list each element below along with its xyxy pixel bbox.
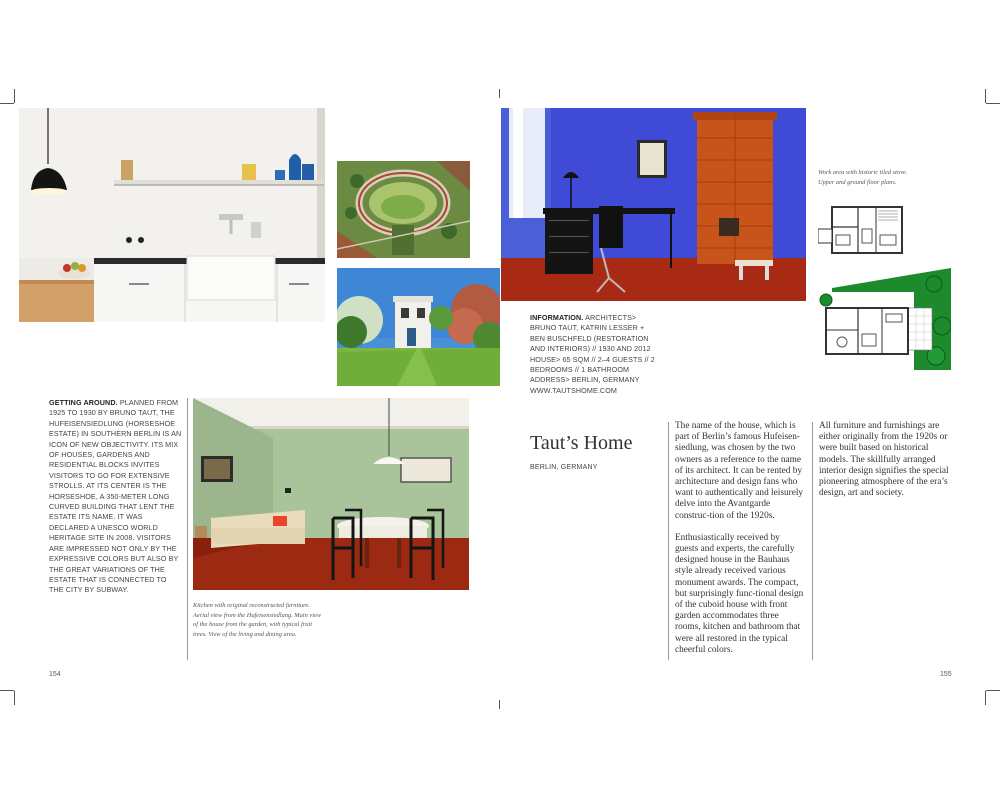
- getting-around-text: PLANNED FROM 1925 TO 1930 BY BRUNO TAUT, THE HUFEISENSIEDLUNG (HORSESHOE ESTATE) IN SOUTHERN BERLIN IS AN ICON OF NEW OBJECTIVITY. ITS MIX OF HOUSES, GARDENS AND RESIDENTIAL BLOCKS INVITES VISITORS TO GO FOR EXTENSIVE STROLLS. AT ITS CENTER IS THE HORSESHOE, A 350-METER LONG CURVED BUILDING THAT LENT THE ESTATE ITS NAME. IT WAS DECLARED A UNESCO WORLD HERITAGE SITE IN 2008. VISITORS ARE IMPRESSED NOT ONLY BY THE EXPRESSIVE COLORS BUT ALSO BY THE GREAT VARIATIONS OF THE ESTATE THAT IS CONNECTED TO THE CITY BY SUBWAY.: [49, 398, 182, 595]
- crop-mark: [985, 89, 986, 103]
- living-room-photo: [193, 398, 469, 590]
- body-paragraph: The name of the house, which is part of Berlin’s famous Hufeisen-siedlung, was chosen by the two owners as a reference to the name of its architect. It can be rented by architecture and design fans who want to authentically and leisurely delve into the Avantgarde construc-tion of the 1920s.: [675, 421, 804, 521]
- column-rule: [812, 422, 813, 660]
- plan-caption: Work area with historic tiled stove. Upper and ground floor plans.: [818, 169, 908, 186]
- upper-floor-plan: [818, 205, 908, 257]
- getting-around-heading: GETTING AROUND.: [49, 398, 118, 407]
- aerial-photo: [337, 161, 470, 258]
- spine-mark: [499, 700, 500, 709]
- body-paragraph: All furniture and furnishings are either originally from the 1920s or were built based on historical models. The skillfully arranged interior design signifies the special pioneering atmosphere of the era’s design, art and society.: [819, 421, 949, 499]
- crop-mark: [0, 690, 14, 691]
- crop-mark: [14, 89, 15, 103]
- page-number-left: 154: [49, 671, 61, 678]
- column-rule: [187, 398, 188, 660]
- work-area-photo: [501, 108, 806, 301]
- garden-house-photo: [337, 268, 500, 386]
- column-rule: [668, 422, 669, 660]
- spine-mark: [499, 89, 500, 98]
- information-block: [530, 313, 658, 396]
- information-heading: INFORMATION.: [530, 313, 584, 322]
- crop-mark: [0, 103, 14, 104]
- body-paragraph: Enthusiastically received by guests and experts, the carefully designed house in the Bauhaus style already received various monument awards. The compact, but surprisingly func-tional design of the cuboid house with front garden accommodates three rooms, kitchen and bathroom that were all restored in the typical cheerful colors.: [675, 532, 804, 655]
- crop-mark: [14, 691, 15, 705]
- crop-mark: [986, 690, 1000, 691]
- crop-mark: [986, 103, 1000, 104]
- article-title: Taut’s Home: [530, 432, 633, 454]
- ground-floor-plan: [818, 268, 951, 370]
- body-column-1: [675, 421, 805, 667]
- page-number-right: 155: [940, 671, 952, 678]
- kitchen-photo: [19, 108, 325, 322]
- getting-around-block: [49, 398, 183, 596]
- crop-mark: [985, 691, 986, 705]
- body-column-2: [819, 421, 951, 510]
- article-location: BERLIN, GERMANY: [530, 464, 598, 471]
- information-text: ARCHITECTS> BRUNO TAUT, KATRIN LESSER + BEN BUSCHFELD (RESTORATION AND INTERIORS) // 1930 AND 2012 HOUSE> 65 SQM // 2–4 GUESTS // 2 BEDROOMS // 1 BATHROOM ADDRESS> BERLIN, GERMANY WWW.TAUTSHOME.COM: [530, 313, 655, 395]
- left-photo-caption: Kitchen with original reconstructed furniture. Aerial view from the Hufeisensiedlung. Main view of the house from the garden, with typical fruit trees. View of the living and dining area.: [193, 602, 322, 638]
